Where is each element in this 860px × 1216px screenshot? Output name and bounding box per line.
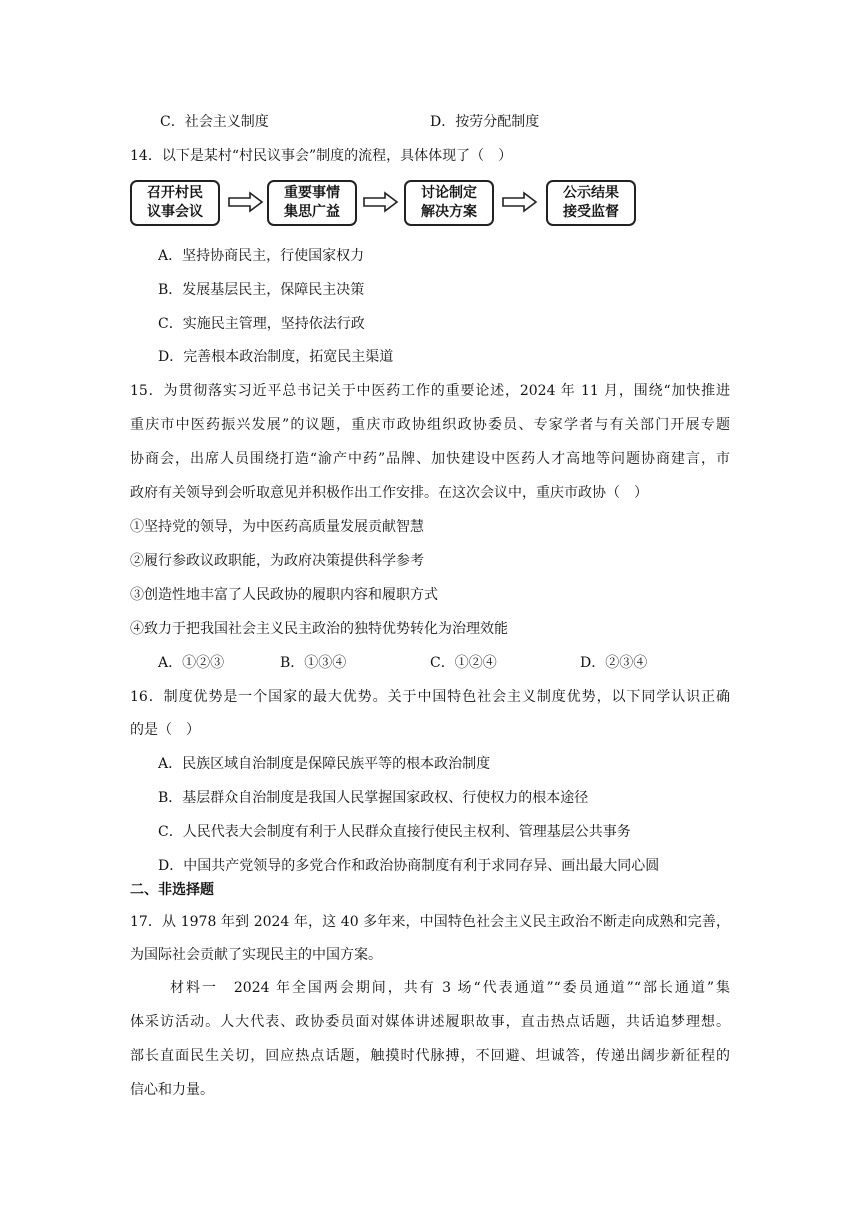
q14-option-a: A．坚持协商民主，行使国家权力 [158,248,365,264]
q17-stem-line-1: 17．从 1978 年到 2024 年，这 40 多年来，中国特色社会主义民主政治不断走向成熟和完善， [130,914,730,930]
q15-option-c: C．①②④ [430,655,497,671]
q15-statement-3: ③创造性地丰富了人民政协的履职内容和履职方式 [130,587,438,603]
flow-step-4-line1: 公示结果 [563,185,619,201]
section-title: 二、非选择题 [130,882,214,898]
q16-stem-line-2: 的是（ ） [130,722,200,738]
q14-option-b: B．发展基层民主，保障民主决策 [158,282,365,298]
q15-statement-4: ④致力于把我国社会主义民主政治的独特优势转化为治理效能 [130,621,508,637]
flow-step-4 [546,180,636,226]
q17-material-line-1: 材料一 2024 年全国两会期间，共有 3 场“代表通道”“委员通道”“部长通道”集 [170,980,730,996]
flow-step-2 [267,180,357,226]
flow-step-2-line2: 集思广益 [284,204,340,220]
flow-step-1 [130,180,220,226]
q17-material-line-3: 部长直面民生关切，回应热点话题，触摸时代脉搏，不回避、坦诚答，传递出阔步新征程的 [130,1048,730,1064]
q13-option-c: C．社会主义制度 [160,114,269,130]
q15-option-b: B．①③④ [280,655,347,671]
q16-option-c: C．人民代表大会制度有利于人民群众直接行使民主权利、管理基层公共事务 [158,824,631,840]
flow-arrow-icon [502,190,538,214]
q14-option-d: D．完善根本政治制度，拓宽民主渠道 [158,349,394,365]
q17-stem-line-2: 为国际社会贡献了实现民主的中国方案。 [130,947,382,963]
q16-stem-line-1: 16．制度优势是一个国家的最大优势。关于中国特色社会主义制度优势，以下同学认识正确 [130,689,730,705]
q16-option-a: A．民族区域自治制度是保障民族平等的根本政治制度 [158,756,491,772]
flow-arrow-icon [228,190,264,214]
q14-option-c: C．实施民主管理，坚持依法行政 [158,316,365,332]
flow-step-2-line1: 重要事情 [284,185,340,201]
flow-step-1-line2: 议事会议 [147,204,203,220]
flow-step-4-line2: 接受监督 [563,204,619,220]
q14-stem: 14．以下是某村“村民议事会”制度的流程，具体体现了（ ） [130,148,513,164]
q15-stem-line-4: 政府有关领导到会听取意见并积极作出工作安排。在这次会议中，重庆市政协（ ） [130,485,648,501]
flow-arrow-icon [363,190,399,214]
q15-statement-2: ②履行参政议政职能，为政府决策提供科学参考 [130,553,424,569]
q15-stem-line-1: 15．为贯彻落实习近平总书记关于中医药工作的重要论述，2024 年 11 月，围绕“加快推进 [130,383,730,399]
q15-stem-line-3: 协商会，出席人员围绕打造“渝产中药”品牌、加快建设中医药人才高地等问题协商建言，市 [130,451,730,467]
q15-option-d: D．②③④ [580,655,648,671]
q17-material-line-4: 信心和力量。 [130,1082,214,1098]
flow-step-3 [404,180,494,226]
q15-statement-1: ①坚持党的领导，为中医药高质量发展贡献智慧 [130,519,424,535]
flow-step-3-line1: 讨论制定 [421,185,477,201]
q17-material-line-2: 体采访活动。人大代表、政协委员面对媒体讲述履职故事，直击热点话题，共话追梦理想。 [130,1014,730,1030]
q16-option-d: D．中国共产党领导的多党合作和政治协商制度有利于求同存异、画出最大同心圆 [158,858,660,874]
q16-option-b: B．基层群众自治制度是我国人民掌握国家政权、行使权力的根本途径 [158,790,589,806]
q15-stem-line-2: 重庆市中医药振兴发展”的议题，重庆市政协组织政协委员、专家学者与有关部门开展专题 [130,417,730,433]
flow-step-1-line1: 召开村民 [147,185,203,201]
q13-option-d: D．按劳分配制度 [430,114,540,130]
q15-option-a: A．①②③ [158,655,225,671]
flow-step-3-line2: 解决方案 [421,204,477,220]
